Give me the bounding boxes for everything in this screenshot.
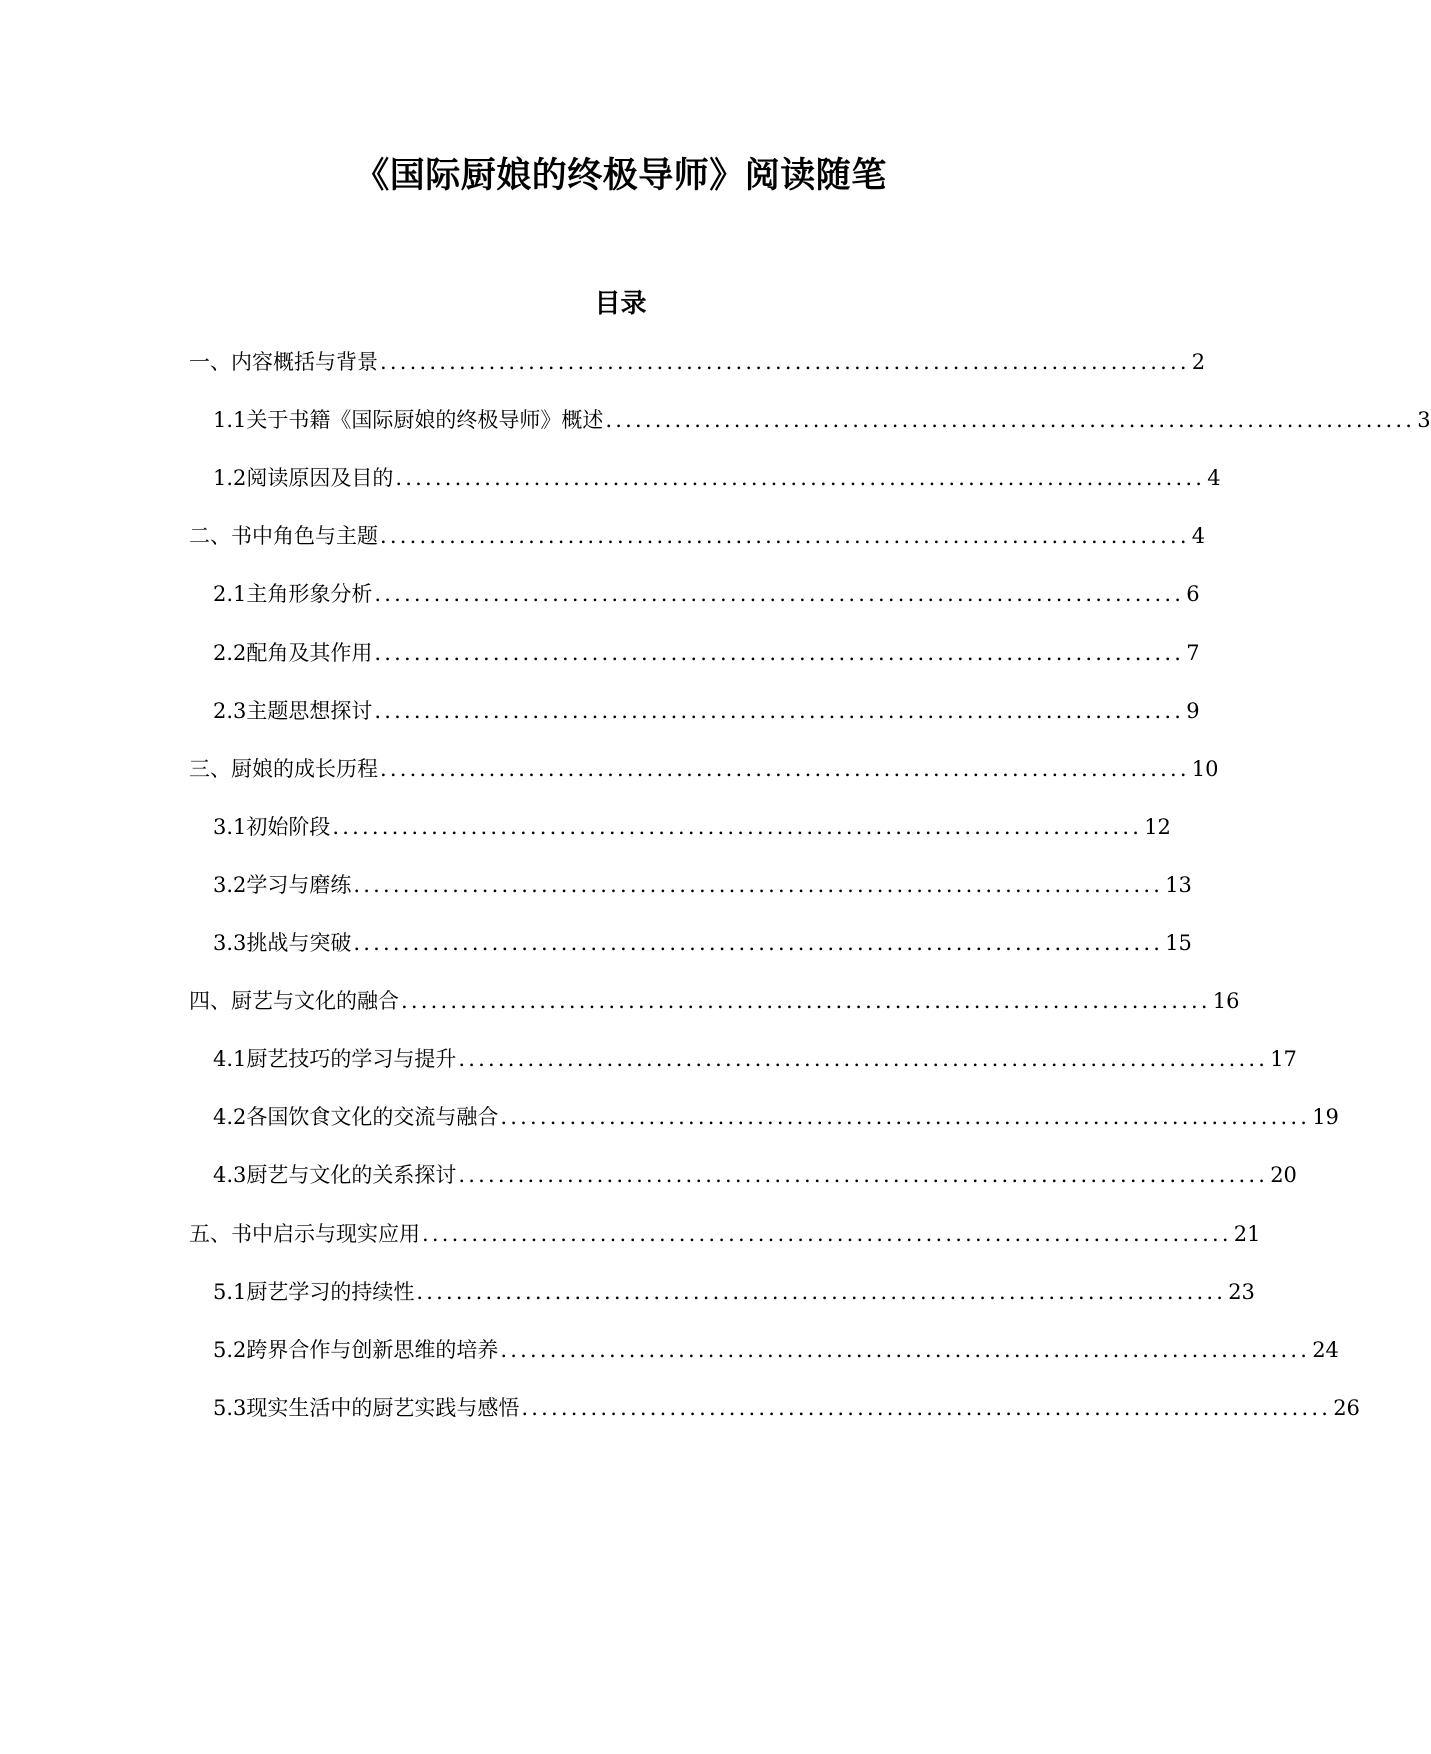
toc-dot-leader: .................................................................................. xyxy=(605,408,1416,433)
toc-entry-number: 4.1 xyxy=(213,1047,247,1072)
toc-entry[interactable] xyxy=(213,927,1192,959)
toc-dot-leader: .................................................................................. xyxy=(353,931,1164,955)
toc-entry[interactable] xyxy=(213,811,1171,843)
toc-dot-leader: .................................................................................. xyxy=(416,1279,1227,1304)
toc-dot-leader: .................................................................................. xyxy=(332,814,1143,839)
toc-entry-number: 3.2 xyxy=(213,872,247,897)
toc-dot-leader: .................................................................................. xyxy=(500,1105,1311,1130)
toc-entry[interactable] xyxy=(213,1334,1339,1366)
toc-entry-page-number: 20 xyxy=(1270,1163,1297,1188)
toc-entry-page-number: 12 xyxy=(1144,814,1171,839)
toc-entry-number: 二、 xyxy=(189,524,231,549)
toc-entry-number: 5.2 xyxy=(213,1337,247,1362)
toc-entry[interactable] xyxy=(189,1218,1261,1250)
toc-entry-title: 厨艺与文化的关系探讨 xyxy=(246,1163,457,1188)
toc-entry-number: 1.2 xyxy=(213,466,247,491)
toc-entry[interactable] xyxy=(213,1101,1339,1133)
toc-entry-page-number: 23 xyxy=(1228,1279,1255,1304)
toc-entry[interactable] xyxy=(189,753,1219,785)
toc-entry-page-number: 4 xyxy=(1191,524,1206,549)
toc-entry[interactable] xyxy=(213,462,1221,494)
toc-dot-leader: .................................................................................. xyxy=(458,1047,1269,1072)
toc-entry-title: 主角形象分析 xyxy=(246,582,373,607)
toc-entry-number: 5.3 xyxy=(213,1395,247,1420)
toc-entry-page-number: 4 xyxy=(1207,466,1221,491)
toc-dot-leader: .................................................................................. xyxy=(395,466,1206,491)
toc-entry-page-number: 7 xyxy=(1186,640,1200,665)
toc-dot-leader: .................................................................................. xyxy=(458,1163,1269,1188)
toc-dot-leader: .................................................................................. xyxy=(380,756,1190,781)
toc-entry-number: 2.3 xyxy=(213,698,247,723)
toc-entry-page-number: 17 xyxy=(1270,1047,1297,1072)
toc-entry-page-number: 16 xyxy=(1212,989,1240,1014)
toc-entry-page-number: 26 xyxy=(1333,1395,1360,1420)
toc-entry-number: 五、 xyxy=(189,1221,231,1246)
toc-entry-title: 初始阶段 xyxy=(246,814,331,839)
toc-entry-title: 学习与磨练 xyxy=(246,872,352,897)
toc-entry-title: 内容概括与背景 xyxy=(231,350,378,374)
toc-dot-leader: .................................................................................. xyxy=(353,872,1164,897)
toc-entry-page-number: 9 xyxy=(1186,698,1200,723)
toc-entry-number: 3.3 xyxy=(213,931,247,955)
toc-entry-title: 厨艺与文化的融合 xyxy=(231,989,399,1014)
toc-heading: 目录 xyxy=(594,289,647,319)
toc-dot-leader: .................................................................................. xyxy=(500,1337,1311,1362)
toc-entry-title: 书中启示与现实应用 xyxy=(231,1221,420,1246)
toc-dot-leader: .................................................................................. xyxy=(380,350,1190,374)
toc-entry-page-number: 6 xyxy=(1186,582,1200,607)
toc-entry[interactable] xyxy=(213,637,1200,669)
toc-dot-leader: .................................................................................. xyxy=(374,582,1185,607)
toc-entry-number: 2.2 xyxy=(213,640,247,665)
toc-entry-page-number: 15 xyxy=(1165,931,1192,955)
toc-entry-page-number: 24 xyxy=(1312,1337,1339,1362)
toc-entry[interactable] xyxy=(213,1043,1297,1075)
toc-entry-number: 一、 xyxy=(189,350,231,374)
toc-entry-number: 1.1 xyxy=(213,408,247,433)
toc-entry-title: 关于书籍《国际厨娘的终极导师》概述 xyxy=(246,408,604,433)
toc-entry-page-number: 2 xyxy=(1191,350,1206,374)
toc-entry-page-number: 19 xyxy=(1312,1105,1339,1130)
toc-entry[interactable] xyxy=(213,1392,1360,1424)
toc-entry-title: 厨艺技巧的学习与提升 xyxy=(246,1047,457,1072)
toc-entry[interactable] xyxy=(213,404,1431,436)
toc-dot-leader: .................................................................................. xyxy=(401,989,1211,1014)
toc-entry-title: 厨娘的成长历程 xyxy=(231,756,378,781)
toc-entry-title: 各国饮食文化的交流与融合 xyxy=(246,1105,499,1130)
toc-entry-number: 3.1 xyxy=(213,814,247,839)
toc-entry[interactable] xyxy=(213,578,1200,610)
toc-dot-leader: .................................................................................. xyxy=(374,640,1185,665)
toc-entry-number: 5.1 xyxy=(213,1279,247,1304)
toc-entry[interactable] xyxy=(213,1159,1297,1191)
toc-entry-title: 厨艺学习的持续性 xyxy=(246,1279,415,1304)
toc-entry[interactable] xyxy=(189,346,1206,378)
toc-entry-number: 4.2 xyxy=(213,1105,247,1130)
toc-entry-title: 主题思想探讨 xyxy=(246,698,373,723)
toc-entry-title: 阅读原因及目的 xyxy=(246,466,394,491)
toc-dot-leader: .................................................................................. xyxy=(374,698,1185,723)
toc-dot-leader: .................................................................................. xyxy=(422,1221,1232,1246)
toc-entry-page-number: 13 xyxy=(1165,872,1192,897)
toc-dot-leader: .................................................................................. xyxy=(380,524,1190,549)
toc-entry-page-number: 3 xyxy=(1417,408,1431,433)
toc-entry-title: 配角及其作用 xyxy=(246,640,373,665)
toc-entry[interactable] xyxy=(189,520,1206,552)
toc-entry-title: 挑战与突破 xyxy=(246,931,352,955)
toc-entry-number: 2.1 xyxy=(213,582,247,607)
toc-entry[interactable] xyxy=(213,695,1200,727)
toc-dot-leader: .................................................................................. xyxy=(521,1395,1332,1420)
toc-entry-page-number: 21 xyxy=(1233,1221,1261,1246)
toc-entry-title: 跨界合作与创新思维的培养 xyxy=(246,1337,499,1362)
toc-entry-page-number: 10 xyxy=(1191,756,1219,781)
toc-entry-title: 现实生活中的厨艺实践与感悟 xyxy=(246,1395,520,1420)
toc-entry[interactable] xyxy=(213,869,1192,901)
toc-entry-title: 书中角色与主题 xyxy=(231,524,378,549)
toc-entry-number: 四、 xyxy=(189,989,231,1014)
toc-entry-number: 4.3 xyxy=(213,1163,247,1188)
toc-entry[interactable] xyxy=(189,985,1240,1017)
toc-entry-number: 三、 xyxy=(189,756,231,781)
document-title: 《国际厨娘的终极导师》阅读随笔 xyxy=(354,156,887,196)
toc-entry[interactable] xyxy=(213,1276,1255,1308)
